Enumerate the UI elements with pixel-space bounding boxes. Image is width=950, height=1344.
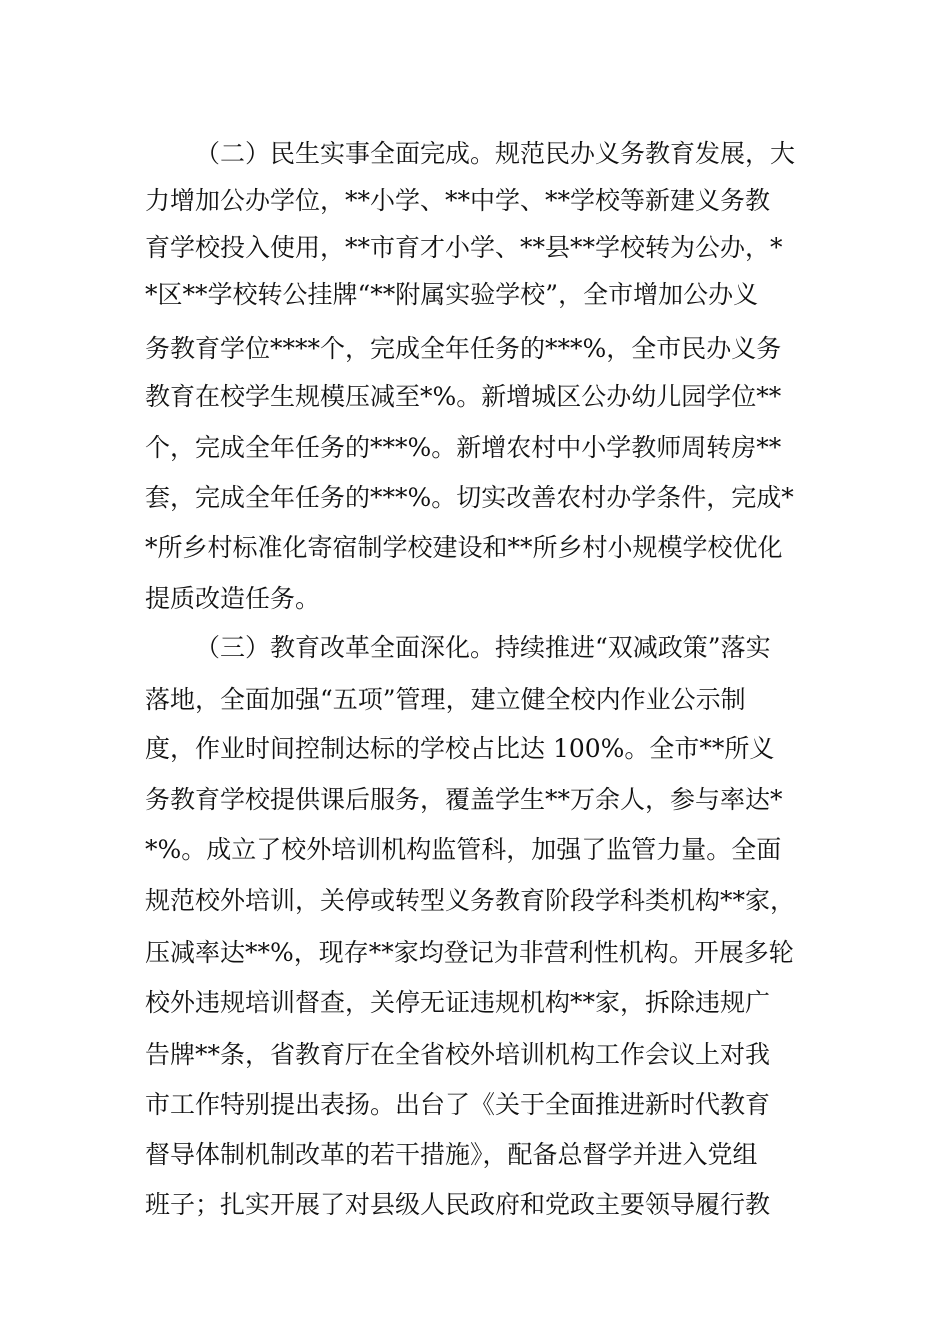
text-line: 提质改造任务。: [145, 584, 321, 613]
text-line: 校外违规培训督查，关停无证违规机构**家，拆除违规广: [145, 988, 771, 1017]
text-line: （三）教育改革全面深化。持续推进“双减政策”落实: [195, 633, 771, 662]
text-line: *区**学校转公挂牌“**附属实验学校”，全市增加公办义: [145, 280, 759, 309]
text-line: （二）民生实事全面完成。规范民办义务教育发展，大: [195, 139, 796, 168]
text-line: 务教育学校提供课后服务，覆盖学生**万余人，参与率达*: [145, 785, 783, 814]
text-line: 班子；扎实开展了对县级人民政府和党政主要领导履行教: [145, 1190, 771, 1219]
text-line: 压减率达**%，现存**家均登记为非营利性机构。开展多轮: [145, 938, 794, 967]
text-line: 度，作业时间控制达标的学校占比达 100%。全市**所义: [145, 734, 775, 763]
text-line: 规范校外培训，关停或转型义务教育阶段学科类机构**家，: [145, 886, 796, 915]
text-line: 市工作特别提出表扬。出台了《关于全面推进新时代教育: [145, 1090, 771, 1119]
text-line: 教育在校学生规模压减至*%。新增城区公办幼儿园学位**: [145, 382, 782, 411]
text-line: 个，完成全年任务的***%。新增农村中小学教师周转房**: [145, 433, 782, 462]
text-line: 力增加公办学位，**小学、**中学、**学校等新建义务教: [145, 186, 771, 215]
text-line: 套，完成全年任务的***%。切实改善农村办学条件，完成*: [145, 483, 794, 512]
text-line: *%。成立了校外培训机构监管科，加强了监管力量。全面: [145, 835, 782, 864]
text-line: 务教育学位****个，完成全年任务的***%，全市民办义务: [145, 334, 782, 363]
text-line: 督导体制机制改革的若干措施》，配备总督学并进入党组: [145, 1140, 758, 1169]
text-line: 落地，全面加强“五项”管理，建立健全校内作业公示制: [145, 685, 746, 714]
text-line: 告牌**条，省教育厅在全省校外培训机构工作会议上对我: [145, 1040, 771, 1069]
text-line: *所乡村标准化寄宿制学校建设和**所乡村小规模学校优化: [145, 533, 783, 562]
text-line: 育学校投入使用，**市育才小学、**县**学校转为公办，*: [145, 233, 783, 262]
